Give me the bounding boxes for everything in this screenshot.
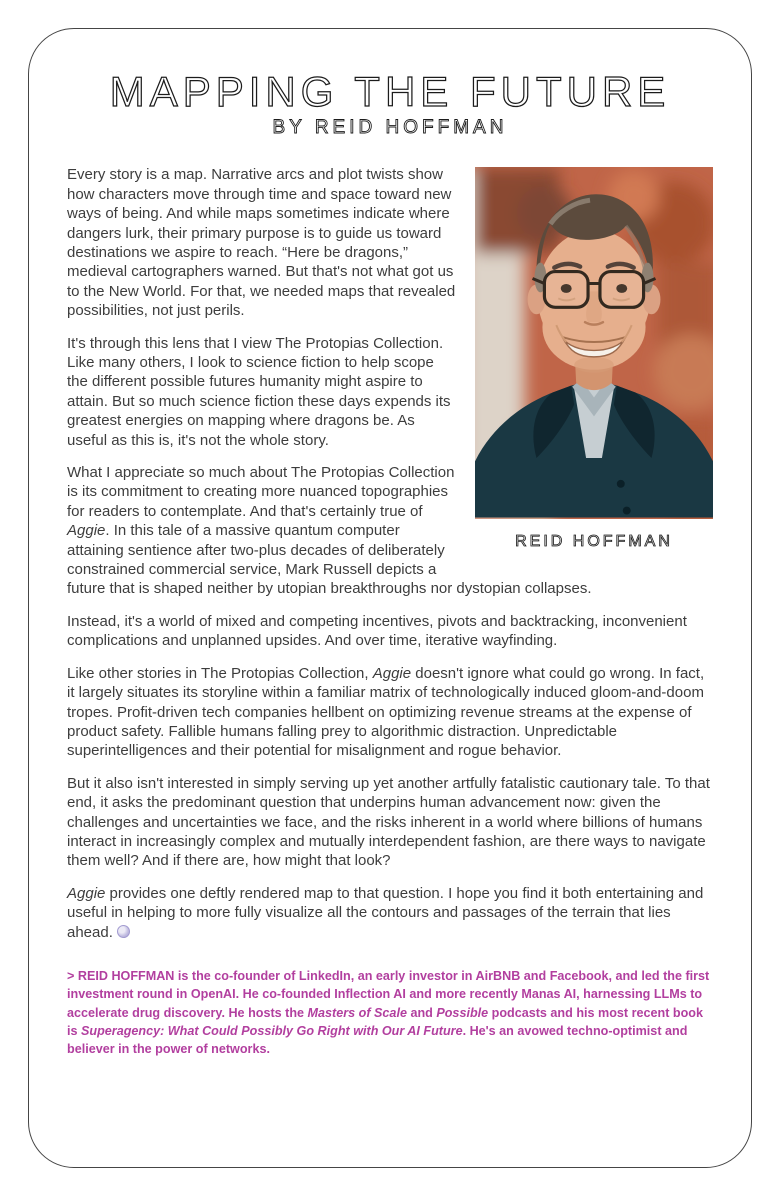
byline: BY REID HOFFMAN [272,117,508,139]
text-run: > REID HOFFMAN is the co-founder of LinkedIn, an early investor in AirBNB and Facebook, and led the first investment round in OpenAI. He co-founded Inflection AI and more recently Manas AI, harnessing LLMs to accelerate drug discovery. He hosts the [67,968,710,1020]
text-run: Every story is a map. Narrative arcs and plot twists show how characters move through time and space toward new ways of being. And while maps sometimes indicate where dangers lurk, their primary purpose is to guide us toward destinations we aspire to reach. “Here be dragons,” medieval cartographers warned. But that's not what got us to the New World. For that, we needed maps that revealed possibilities, not just perils. [67,166,456,320]
italic-text: Aggie [67,522,106,540]
text-run: doesn't ignore what could go wrong. In fact, it largely situates its storyline within a familiar matrix of technologically induced gloom-and-doom tropes. Profit-driven tech companies hellbent on optimizing revenue streams at the expense of product safety. Fallible humans falling prey to algorithmic distraction. Unpredictable superintelligences and their potential for misalignment and rogue behavior. [67,664,705,760]
globe-end-mark-icon [117,925,130,938]
text-run: What I appreciate so much about The Protopias Collection is its commitment to creating more nuanced topographies for readers to contemplate. And that's certainly true of [67,464,455,520]
text-run: . He's an avowed techno-optimist and believer in the power of networks. [67,1023,688,1057]
text-run: provides one deftly rendered map to that question. I hope you find it both entertaining and useful in helping to more fully visualize all the contours and passages of the terrain that lies ahead. [67,884,704,941]
page-title: MAPPING THE FUTURE [109,68,671,115]
author-photo-figure [475,167,713,551]
paragraph [67,884,713,942]
italic-text: Superagency: What Could Possibly Go Right with Our AI Future [81,1023,463,1038]
page-border-frame [28,28,752,1168]
text-run: Like other stories in The Protopias Collection, [67,664,373,682]
text-run: and [406,1005,437,1020]
paragraph [67,774,713,871]
photo-caption: REID HOFFMAN [515,533,673,551]
italic-text: Aggie [372,664,412,682]
text-run: Instead, it's a world of mixed and competing incentives, pivots and backtracking, inconvenient complications and unplanned upsides. And over time, iterative wayfinding. [67,612,687,650]
text-run: podcasts and his most recent book is [67,1005,703,1038]
text-run: It's through this lens that I view The Protopias Collection. Like many others, I look to science fiction to help scope the different possible futures humanity might aspire to attain. But so much science fiction these days expends its greatest energies on mapping where dragons be. As useful as this is, it's not the whole story. [67,334,451,449]
reid-hoffman-portrait-photo [475,167,713,519]
article-body [67,165,713,942]
paragraph [67,664,713,761]
paragraph [67,612,713,651]
italic-text: Masters of Scale [307,1005,407,1020]
italic-text: Aggie [67,884,106,902]
author-bio [67,967,713,1058]
text-run: But it also isn't interested in simply serving up yet another artfully fatalistic cautionary tale. To that end, it asks the predominant question that underpins human advancement now: given the challenges and uncertainties we face, and the risks inherent in a world where billions of humans interact in increasingly complex and mutually interdependent fashion, are there ways to navigate them well? And if there are, how might that look? [67,774,710,870]
page-header [67,69,713,139]
italic-text: Possible [436,1005,489,1020]
text-run: . In this tale of a massive quantum computer attaining sentience after two-plus decades of deliberately constrained commercial service, Mark Russell depicts a future that is shaped neither by utopian breakthroughs nor dystopian collapses. [67,522,592,598]
